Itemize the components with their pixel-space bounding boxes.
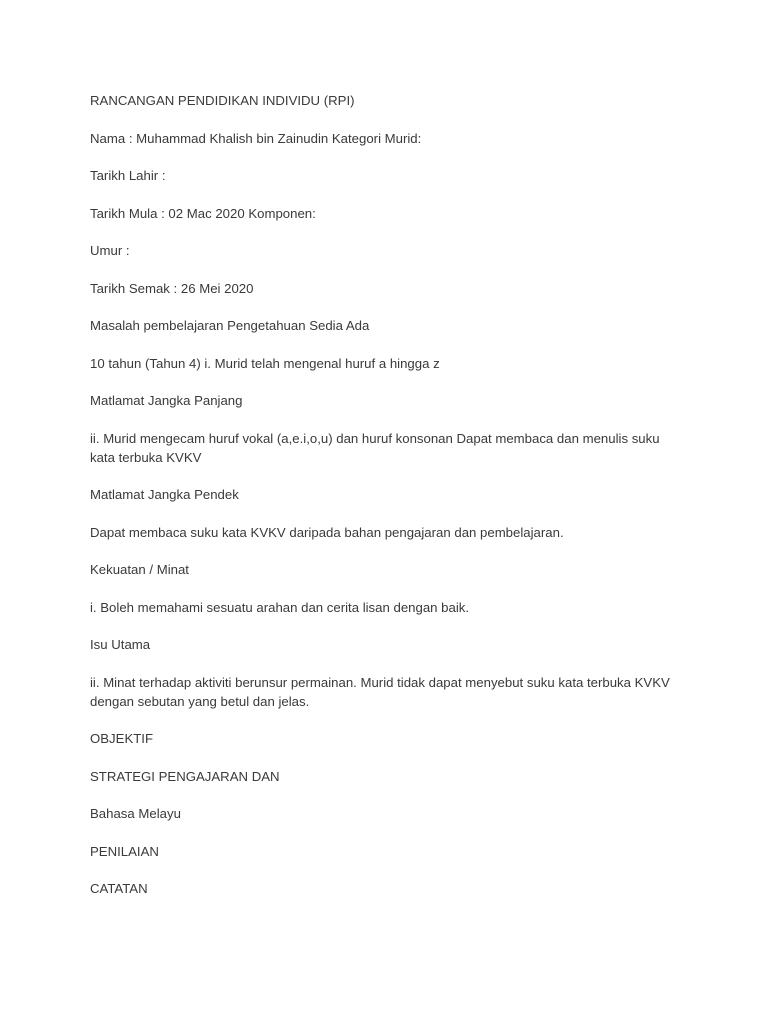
text-kekuatan: i. Boleh memahami sesuatu arahan dan cerita lisan dengan baik. [90, 600, 470, 615]
text-matlamat-jangka-pendek: Dapat membaca suku kata KVKV daripada bahan pengajaran dan pembelajaran. [90, 525, 564, 540]
text-umur-pengetahuan: 10 tahun (Tahun 4) i. Murid telah mengenal huruf a hingga z [90, 356, 440, 371]
text-matlamat-jangka-panjang: ii. Murid mengecam huruf vokal (a,e.i,o,u) dan huruf konsonan Dapat membaca dan menulis suku kata terbuka KVKV [90, 431, 660, 465]
field-nama: Nama : Muhammad Khalish bin Zainudin Kategori Murid: [90, 131, 422, 146]
section-masalah-pembelajaran: Masalah pembelajaran Pengetahuan Sedia Ada [90, 318, 370, 333]
section-strategi-pengajaran: STRATEGI PENGAJARAN DAN [90, 769, 280, 784]
text-isu-utama: ii. Minat terhadap aktiviti berunsur permainan. Murid tidak dapat menyebut suku kata terbuka KVKV dengan sebutan yang betul dan jelas. [90, 675, 670, 709]
text-bahasa-melayu: Bahasa Melayu [90, 806, 181, 821]
field-tarikh-lahir: Tarikh Lahir : [90, 168, 166, 183]
section-matlamat-jangka-pendek: Matlamat Jangka Pendek [90, 487, 239, 502]
field-tarikh-mula: Tarikh Mula : 02 Mac 2020 Komponen: [90, 206, 316, 221]
section-objektif: OBJEKTIF [90, 731, 154, 746]
field-tarikh-semak: Tarikh Semak : 26 Mei 2020 [90, 281, 254, 296]
section-isu-utama: Isu Utama [90, 637, 151, 652]
section-catatan: CATATAN [90, 881, 148, 896]
section-kekuatan-minat: Kekuatan / Minat [90, 562, 189, 577]
document-title: RANCANGAN PENDIDIKAN INDIVIDU (RPI) [90, 93, 355, 108]
section-matlamat-jangka-panjang: Matlamat Jangka Panjang [90, 393, 243, 408]
field-umur: Umur : [90, 243, 130, 258]
section-penilaian: PENILAIAN [90, 844, 159, 859]
